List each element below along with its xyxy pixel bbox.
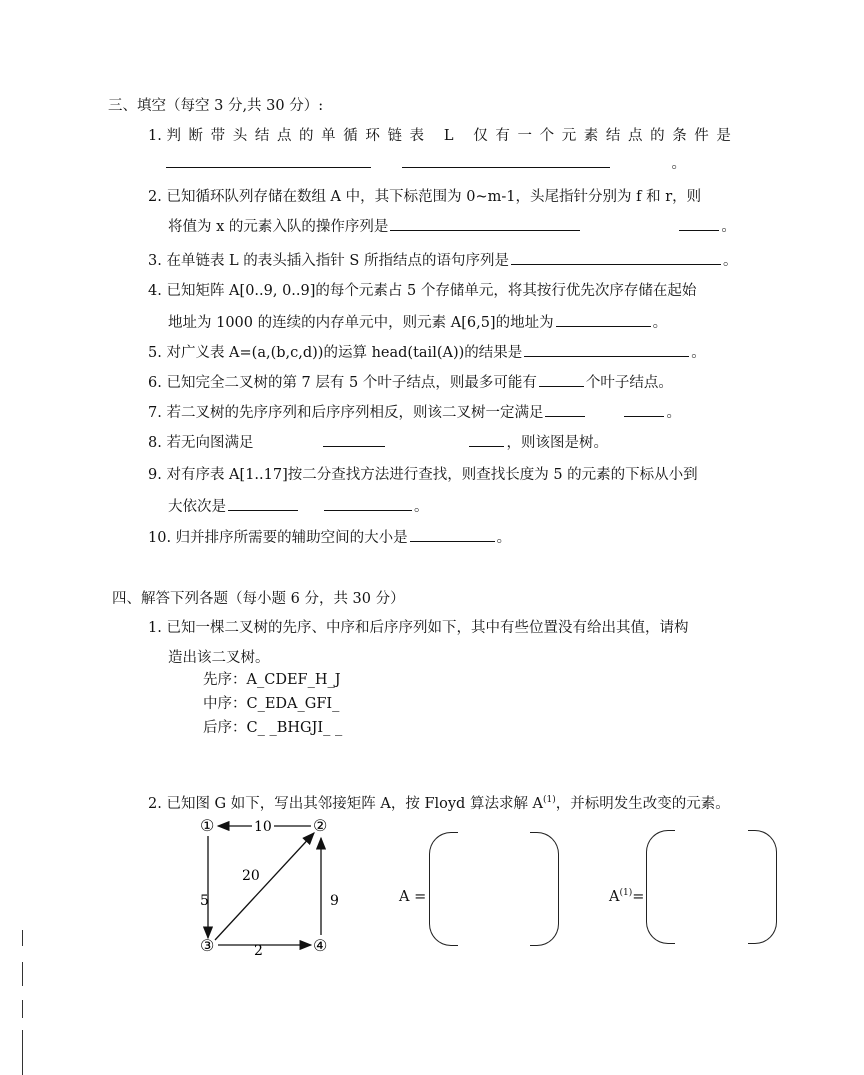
- question-3-10: 10. 归并排序所需要的辅助空间的大小是 。: [148, 530, 512, 546]
- edge-weight: 5: [200, 893, 209, 909]
- question-3-9-line2: 大依次是 。: [168, 499, 429, 515]
- answer-blank[interactable]: [511, 263, 721, 265]
- matrix-a-left-bracket: [429, 832, 458, 946]
- margin-dash: [22, 962, 23, 986]
- preorder-sequence: 先序：A_CDEF_H_J: [203, 672, 341, 688]
- answer-blank[interactable]: [323, 445, 385, 447]
- question-3-4: 4. 已知矩阵 A[0..9, 0..9]的每个元素占 5 个存储单元，将其按行优先次序存储在起始: [148, 283, 697, 299]
- question-3-6: 6. 已知完全二叉树的第 7 层有 5 个叶子结点，则最多可能有 个叶子结点。: [148, 375, 673, 391]
- question-3-2-line2: 将值为 x 的元素入队的操作序列是 。: [168, 219, 736, 235]
- edge-3-2: [215, 833, 314, 940]
- graph-node-1: ①: [200, 816, 215, 835]
- question-4-1-line2: 造出该二叉树。: [168, 650, 270, 666]
- edge-weight: 2: [254, 943, 263, 959]
- matrix-a-right-bracket: [530, 832, 559, 946]
- graph-node-4: ④: [313, 936, 328, 955]
- answer-blank[interactable]: [524, 355, 689, 357]
- answer-blank[interactable]: [410, 540, 495, 542]
- question-3-5: 5. 对广义表 A=(a,(b,c,d))的运算 head(tail(A))的结果是 。: [148, 345, 706, 361]
- answer-blank[interactable]: [390, 229, 580, 231]
- answer-blank[interactable]: [539, 385, 584, 387]
- matrix-a1-left-bracket: [646, 830, 675, 944]
- postorder-sequence: 后序：C_ _BHGJI_ _: [203, 720, 343, 736]
- answer-blank[interactable]: [402, 166, 610, 168]
- answer-blank[interactable]: [624, 415, 664, 417]
- question-3-2: 2. 已知循环队列存储在数组 A 中，其下标范围为 0~m-1，头尾指针分别为 f 和 r，则: [148, 189, 702, 205]
- matrix-a1-right-bracket: [748, 830, 777, 944]
- margin-dash: [22, 1030, 23, 1075]
- answer-blank[interactable]: [679, 229, 719, 231]
- question-3-1-answer: 。: [164, 152, 686, 173]
- edge-weight: 20: [242, 868, 260, 884]
- edge-weight: 10: [254, 819, 272, 835]
- answer-blank[interactable]: [324, 509, 412, 511]
- section-4-heading: 四、解答下列各题（每小题 6 分，共 30 分）: [112, 591, 405, 607]
- question-3-7: 7. 若二叉树的先序序列和后序序列相反，则该二叉树一定满足 。: [148, 405, 681, 421]
- graph-node-2: ②: [313, 816, 328, 835]
- margin-dash: [22, 930, 23, 946]
- graph-g: [180, 810, 350, 970]
- question-3-1: 1. 判断带头结点的单循环链表 L 仅有一个元素结点的条件是: [148, 128, 739, 144]
- question-3-9: 9. 对有序表 A[1..17]按二分查找方法进行查找，则查找长度为 5 的元素的下标从小到: [148, 467, 698, 483]
- question-4-2: 2. 已知图 G 如下，写出其邻接矩阵 A，按 Floyd 算法求解 $A^{(1)}$，并标明发生改变的元素。: [148, 795, 730, 812]
- inorder-sequence: 中序：C_EDA_GFI_: [203, 696, 340, 712]
- answer-blank[interactable]: [228, 509, 298, 511]
- question-3-4-line2: 地址为 1000 的连续的内存单元中，则元素 A[6,5]的地址为 。: [168, 315, 668, 331]
- matrix-a-label: A =: [399, 889, 427, 905]
- answer-blank[interactable]: [545, 415, 585, 417]
- question-3-3: 3. 在单链表 L 的表头插入指针 S 所指结点的语句序列是 。: [148, 253, 738, 269]
- matrix-a1-label: $A^{(1)}=$: [609, 888, 645, 905]
- graph-node-3: ③: [200, 936, 215, 955]
- answer-blank[interactable]: [556, 325, 651, 327]
- question-3-8: 8. 若无向图满足 ，则该图是树。: [148, 435, 608, 451]
- edge-weight: 9: [330, 893, 339, 909]
- question-4-1: 1. 已知一棵二叉树的先序、中序和后序序列如下，其中有些位置没有给出其值，请构: [148, 620, 689, 636]
- section-3-heading: 三、填空（每空 3 分,共 30 分）:: [108, 98, 324, 114]
- margin-dash: [22, 1000, 23, 1018]
- answer-blank[interactable]: [469, 445, 504, 447]
- answer-blank[interactable]: [166, 166, 371, 168]
